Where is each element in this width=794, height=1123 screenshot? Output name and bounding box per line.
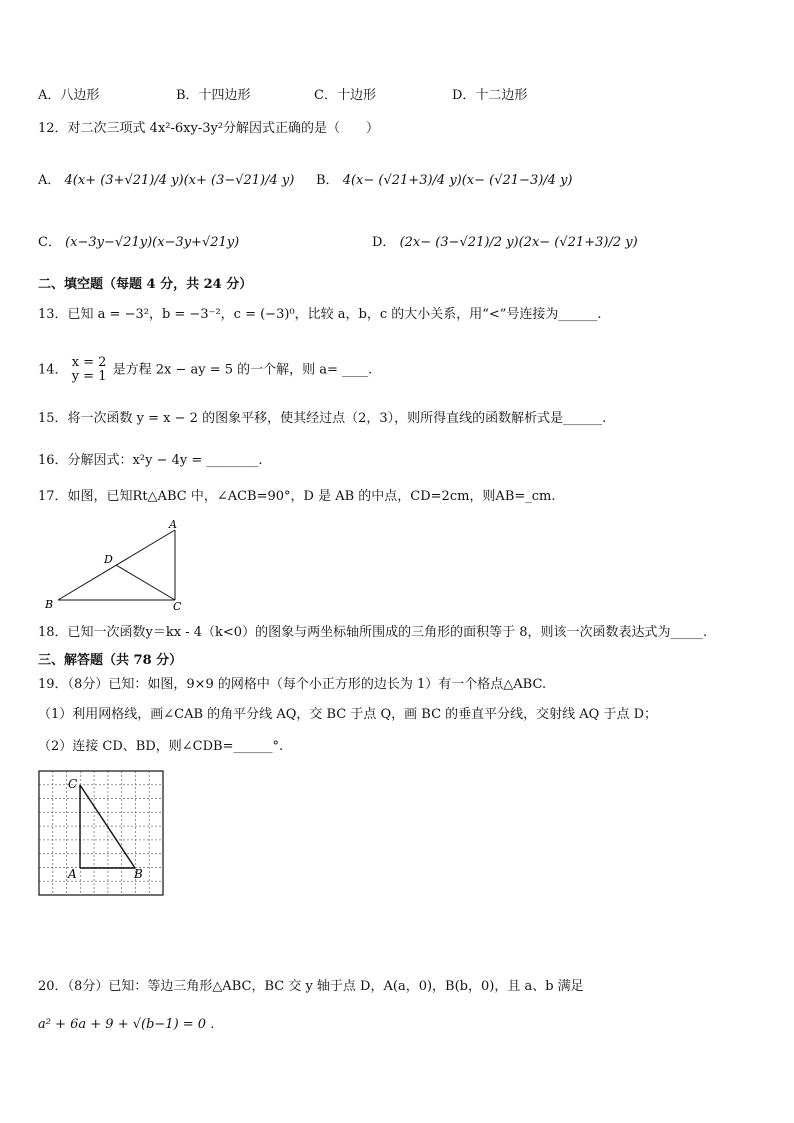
label-a: A (169, 518, 177, 531)
q12-b-prefix: B． (316, 173, 339, 188)
q12-stem: 12．对二次三项式 4x²-6xy-3y²分解因式正确的是（ ） (38, 121, 380, 136)
q12-a-prefix: A． (38, 173, 61, 188)
q17: 17．如图，已知Rt△ABC 中，∠ACB=90°，D 是 AB 的中点，CD=2cm，则AB=_cm. (38, 489, 556, 504)
label-b: B (45, 598, 54, 611)
q19-part2: （2）连接 CD、BD，则∠CDB=______°. (38, 739, 284, 754)
q11-option-d: D．十二边形 (452, 88, 528, 103)
q16: 16．分解因式：x²y − 4y = ________. (38, 453, 263, 468)
q15: 15．将一次函数 y = x − 2 的图象平移，使其经过点（2，3），则所得直线的函数解析式是______. (38, 411, 607, 426)
label-a: A (68, 867, 77, 881)
q20-stem: 20．（8分）已知：等边三角形△ABC，BC 交 y 轴于点 D，A(a，0)，B(b，0)，且 a、b 满足 (38, 979, 584, 994)
q17-triangle-figure (40, 516, 190, 612)
q13: 13．已知 a = −3²，b = −3⁻²，c = (−3)⁰，比较 a，b，c 的大小关系，用“<”号连接为______. (38, 307, 602, 322)
q19-grid-figure (38, 770, 166, 898)
q14 (38, 356, 372, 384)
grid-lines (39, 771, 163, 895)
q14-prefix: 14． (38, 362, 68, 378)
label-c: C (68, 777, 78, 791)
grid-border (39, 771, 163, 895)
q12-c-prefix: C． (38, 235, 61, 250)
q12-d-prefix: D． (372, 235, 396, 250)
segment-cd (116, 565, 175, 600)
q20-equation: a² + 6a + 9 + √(b−1) = 0 . (38, 1017, 215, 1032)
label-c: C (173, 600, 182, 612)
q14-rest: 是方程 2x − ay = 5 的一个解，则 a= ____. (112, 362, 373, 378)
q19-stem: 19．（8分）已知：如图，9×9 的网格中（每个小正方形的边长为 1）有一个格点△ABC. (38, 677, 547, 692)
section-3-title: 三、解答题（共 78 分） (38, 653, 183, 668)
q12-option-d (372, 234, 638, 252)
q14-system (72, 356, 107, 384)
q18: 18．已知一次函数y＝kx - 4（k<0）的图象与两坐标轴所围成的三角形的面积等于 8，则该一次函数表达式为_____. (38, 625, 708, 640)
q11-option-c: C．十边形 (314, 88, 376, 103)
q12-d-expr: (2x− (3−√21)/2 y)(2x− (√21+3)/2 y) (399, 235, 638, 250)
q11-option-a: A．八边形 (38, 88, 100, 103)
q14-system-top: x = 2 (71, 355, 107, 370)
q19-part1: （1）利用网格线，画∠CAB 的角平分线 AQ，交 BC 于点 Q，画 BC 的垂直平分线，交射线 AQ 于点 D； (38, 707, 658, 722)
q11-option-b: B．十四边形 (176, 88, 251, 103)
label-d: D (104, 553, 113, 566)
q12-b-expr: 4(x− (√21+3)/4 y)(x− (√21−3)/4 y) (342, 173, 573, 188)
q12-option-b (316, 172, 573, 190)
q12-option-a (38, 172, 294, 190)
q14-system-bottom: y = 1 (71, 369, 107, 384)
label-b: B (134, 867, 143, 881)
q12-c-expr: (x−3y−√21y)(x−3y+√21y) (65, 235, 240, 250)
q12-a-expr: 4(x+ (3+√21)/4 y)(x+ (3−√21)/4 y) (64, 173, 295, 188)
section-2-title: 二、填空题（每题 4 分，共 24 分） (38, 277, 253, 292)
q12-option-c (38, 234, 239, 252)
